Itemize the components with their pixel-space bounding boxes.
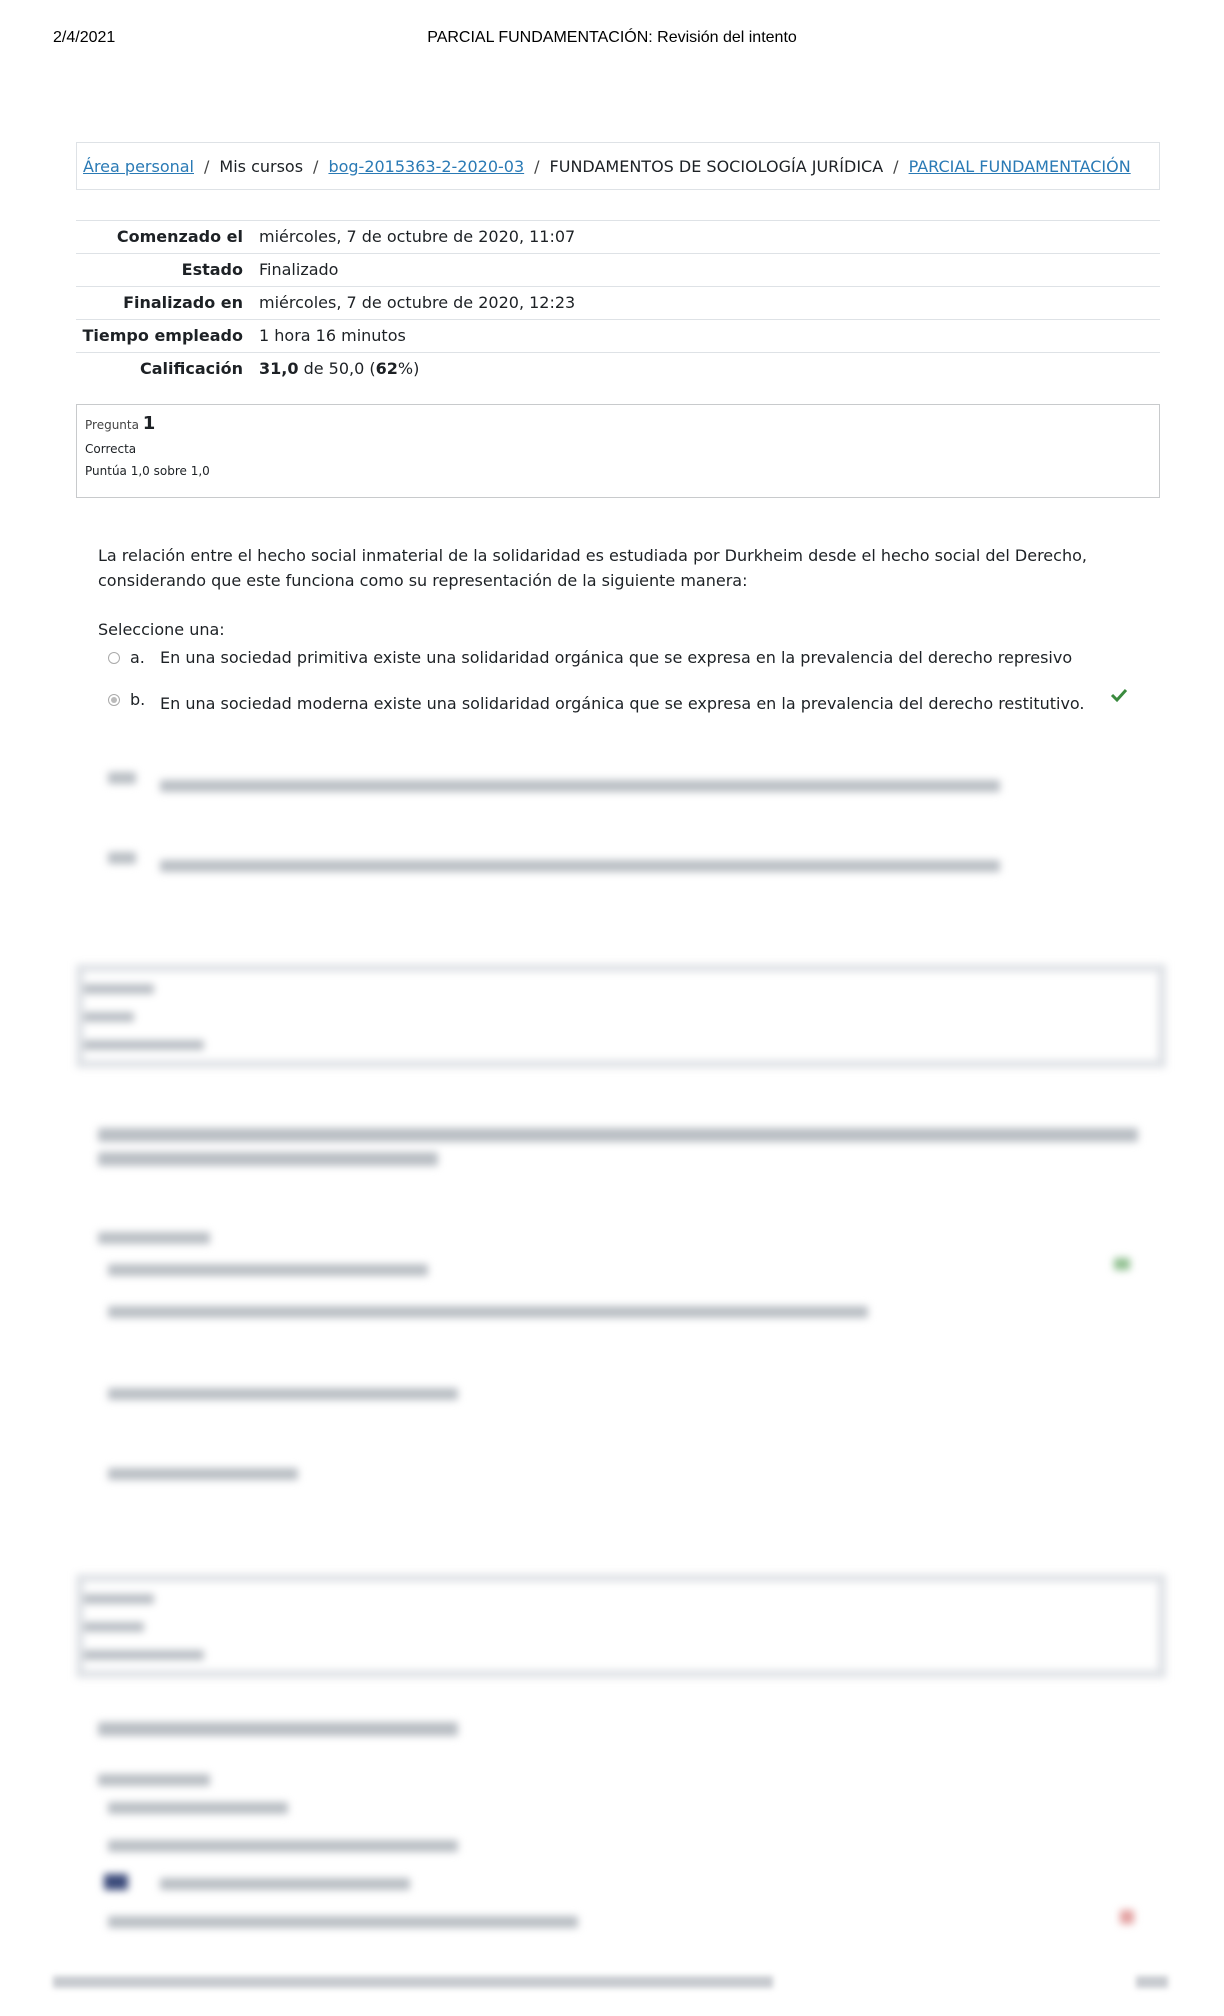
obscured-block	[1114, 1258, 1130, 1270]
obscured-block	[104, 1874, 128, 1890]
obscured-block	[108, 1916, 578, 1928]
obscured-block	[98, 1722, 458, 1736]
breadcrumb-separator: /	[313, 156, 319, 176]
obscured-block	[84, 984, 154, 994]
summary-row	[76, 353, 1160, 386]
question-prompt: Seleccione una:	[98, 620, 225, 639]
obscured-block	[108, 1840, 458, 1852]
summary-value: miércoles, 7 de octubre de 2020, 11:07	[259, 227, 576, 246]
breadcrumb-separator: /	[893, 156, 899, 176]
summary-value: miércoles, 7 de octubre de 2020, 12:23	[259, 293, 576, 312]
obscured-question-info	[76, 1574, 1166, 1678]
breadcrumb-mis-cursos: Mis cursos	[219, 156, 304, 176]
obscured-block	[108, 1802, 288, 1814]
question-info	[76, 404, 1160, 498]
obscured-block	[160, 1878, 410, 1890]
radio-button-selected[interactable]	[108, 694, 120, 706]
obscured-block	[108, 852, 136, 864]
question-label: Pregunta	[85, 418, 139, 432]
obscured-block	[84, 1012, 134, 1022]
summary-label: Tiempo empleado	[82, 326, 243, 345]
summary-label: Estado	[181, 260, 243, 279]
option-letter: a.	[130, 648, 145, 667]
breadcrumb	[76, 142, 1160, 190]
print-date: 2/4/2021	[53, 29, 116, 46]
obscured-footer-url	[53, 1976, 773, 1988]
obscured-block	[98, 1128, 1138, 1142]
obscured-block	[84, 1040, 204, 1050]
obscured-block	[108, 772, 136, 784]
summary-label: Calificación	[140, 359, 243, 378]
question-state: Correcta	[85, 442, 137, 456]
obscured-block	[84, 1622, 144, 1632]
summary-row	[76, 287, 1160, 320]
obscured-block	[98, 1152, 438, 1166]
summary-value: Finalizado	[259, 260, 339, 279]
obscured-block	[108, 1388, 458, 1400]
summary-label: Comenzado el	[116, 227, 243, 246]
obscured-block	[160, 860, 1000, 872]
radio-button[interactable]	[108, 652, 120, 664]
obscured-footer-page	[1136, 1976, 1168, 1988]
obscured-block	[160, 780, 1000, 792]
question-number-value: 1	[142, 413, 156, 434]
option-text: En una sociedad primitiva existe una solidaridad orgánica que se expresa en la prevalencia del derecho represivo	[160, 648, 1073, 667]
breadcrumb-area-personal[interactable]: Área personal	[83, 156, 194, 176]
summary-grade	[251, 353, 1160, 386]
option-letter: b.	[130, 690, 146, 709]
check-icon	[1110, 686, 1128, 704]
summary-label: Finalizado en	[123, 293, 243, 312]
attempt-summary-table	[76, 220, 1160, 385]
breadcrumb-course-code[interactable]: bog-2015363-2-2020-03	[328, 156, 525, 176]
grade-of: de 50,0 (	[303, 359, 376, 378]
obscured-block	[84, 1594, 154, 1604]
obscured-block	[98, 1232, 210, 1244]
obscured-question-info	[76, 964, 1166, 1068]
question-number	[85, 413, 1151, 434]
print-title: PARCIAL FUNDAMENTACIÓN: Revisión del intento	[427, 29, 797, 46]
obscured-block	[108, 1468, 298, 1480]
breadcrumb-quiz[interactable]: PARCIAL FUNDAMENTACIÓN	[908, 156, 1131, 176]
summary-row	[76, 320, 1160, 353]
option-text: En una sociedad moderna existe una solidaridad orgánica que se expresa en la prevalencia del derecho restitutivo.	[160, 694, 1085, 713]
obscured-block	[1120, 1910, 1134, 1924]
grade-end: %)	[397, 359, 420, 378]
obscured-block	[108, 1306, 868, 1318]
summary-row	[76, 221, 1160, 254]
summary-value: 1 hora 16 minutos	[259, 326, 406, 345]
grade-value: 31,0	[259, 359, 299, 378]
print-header	[0, 29, 1224, 51]
obscured-block	[98, 1774, 210, 1786]
grade-percent: 62	[375, 359, 398, 378]
obscured-block	[84, 1650, 204, 1660]
question-mark: Puntúa 1,0 sobre 1,0	[85, 464, 210, 478]
breadcrumb-separator: /	[534, 156, 540, 176]
breadcrumb-course-name: FUNDAMENTOS DE SOCIOLOGÍA JURÍDICA	[549, 156, 884, 176]
summary-row	[76, 254, 1160, 287]
question-text: La relación entre el hecho social inmaterial de la solidaridad es estudiada por Durkheim desde el hecho social del Derecho, considerando que este funciona como su representación de la siguiente manera:	[98, 546, 1087, 590]
obscured-block	[108, 1264, 428, 1276]
breadcrumb-separator: /	[204, 156, 210, 176]
